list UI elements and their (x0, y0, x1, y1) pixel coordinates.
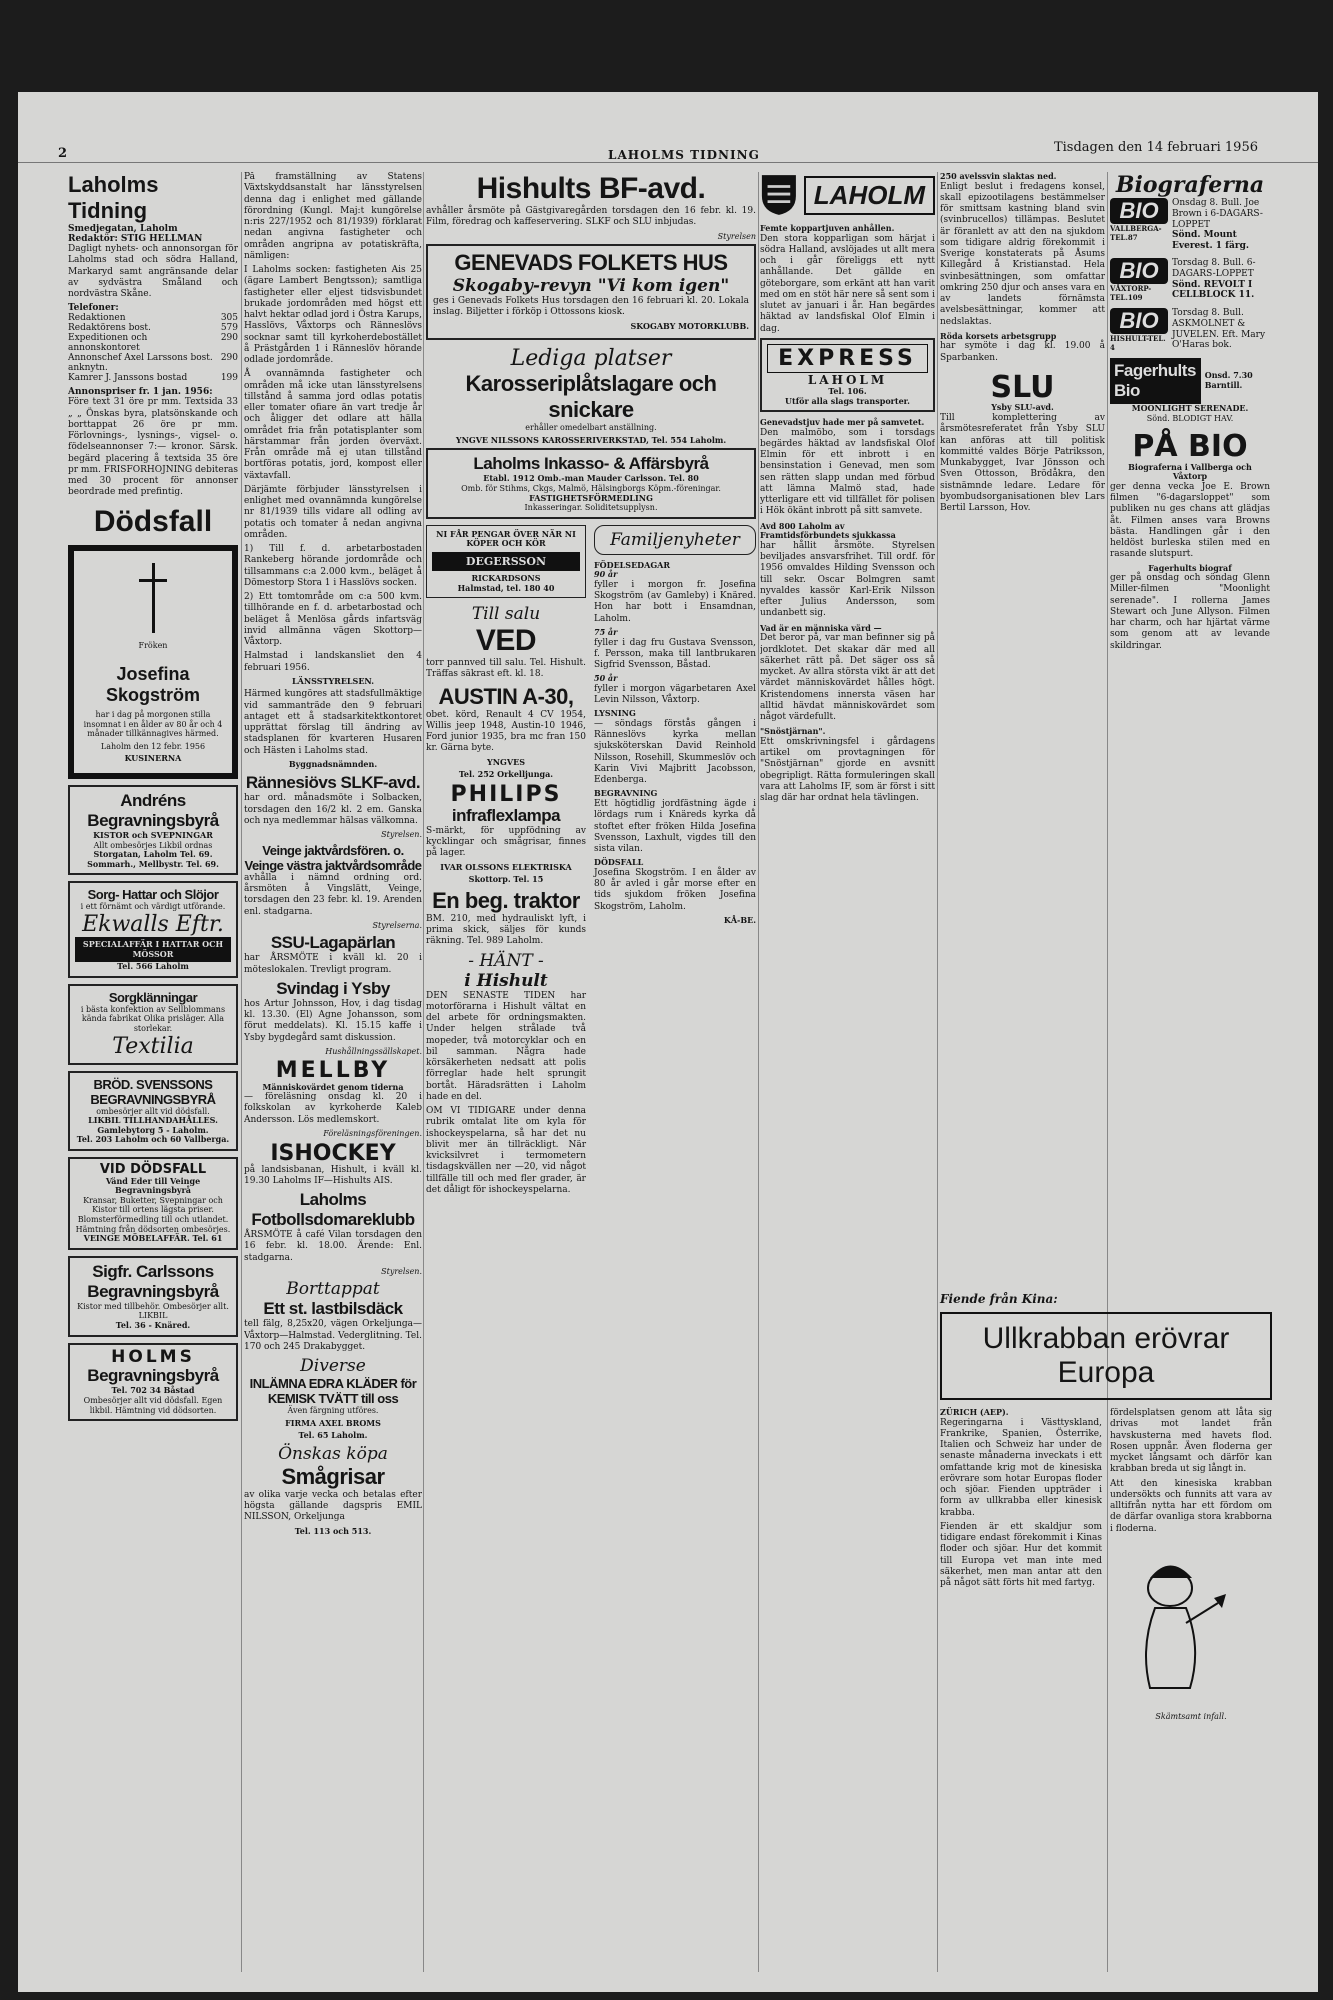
article-paragraph: ger på onsdag och söndag Glenn Miller-filmen "Moonlight serenade". I rollerna James Stewart och June Allyson. Filmen har charm, och har hjärtat värme som genom att av levande skildringar. (1110, 573, 1270, 651)
ad-sub: Begravningsbyrå (87, 1366, 219, 1386)
notice-title: Hishults BF-avd. (476, 172, 706, 205)
prices-title: Annonspriser fr. 1 jan. 1956: (68, 387, 213, 398)
page-number: 2 (58, 146, 68, 161)
notice-smagrisar (244, 1444, 422, 1536)
ad-text: Etabl. 1912 Omb.-man Mauder Carlsson. Tel. 80 (483, 473, 699, 484)
notice-title: Ett st. lastbilsdäck (263, 1299, 403, 1319)
slu-heading: SLU (990, 369, 1055, 405)
phone-label: Redaktörens bost. (68, 323, 151, 334)
ad-genevads (426, 244, 756, 340)
laholm-logo: LAHOLM (804, 176, 935, 215)
phone-row (68, 323, 238, 333)
ad-title: Sigfr. Carlssons Begravningsbyrå (87, 1261, 219, 1301)
notice-fotboll (244, 1190, 422, 1276)
pa-bio-heading: PÅ BIO (1132, 429, 1248, 465)
obit-name: Josefina Skogström (105, 664, 201, 706)
fagerhults-logo: Fagerhults Bio (1110, 358, 1201, 404)
notice-sign: FIRMA AXEL BROMS (285, 1417, 381, 1428)
notice-tel: Tel. 113 och 513. (294, 1525, 372, 1536)
cartoon-illustration (1110, 1548, 1230, 1708)
bio-logo-wrap (1110, 198, 1168, 242)
notice-text: hos Artur Johnsson, Hov, i dag tisdag kl. 13.30. (El) Agne Johansson, som förut meddelats). Kl. 15.15 kaffe i Ysby bygdegård samt diskussion. (244, 998, 422, 1043)
ad-title: GENEVADS FOLKETS HUS (454, 250, 728, 276)
notice-sign: Byggnadsnämnden. (288, 758, 378, 769)
article-paragraph: Enligt beslut i fredagens konsel, skall epizootilagens bestämmelser för smittsam kastning bland svin (svinbrucellos) tillämpas. Beslutet är föranlett av att den na sjukdom som tidigare aldrig förekommit i Sverige konstaterats på Åsums Killegård å Kristianstad. Hela svinbesättningen, som omfattar omkring 250 djur och anses vara en av landets förnämsta avelsbesättningar, kommer att nedslaktas. (940, 181, 1105, 327)
notice-title: SSU-Lagapärlan (270, 933, 396, 953)
age-label: 75 år (594, 626, 618, 637)
ad-text: i ett förnämt och värdigt utförande. (80, 902, 226, 912)
ad-sub: Skogaby-revyn "Vi kom igen" (452, 276, 730, 297)
notice-diverse (244, 1356, 422, 1441)
notice-borttappat (244, 1279, 422, 1353)
ad-text: erhåller omedelbart anställning. (525, 423, 657, 433)
bio-info-wrap (1172, 198, 1270, 252)
notice-ssu (244, 933, 422, 976)
prices-text: Före text 31 öre pr mm. Textsida 33 „ „ Önskas byra, platsönskande och borttappat 26 öre pr mm. Förlovnings-, lysnings-, vigsel- o. födelseannonser 7:— kronor. Särsk. begärd placering å textsida 35 öre pr mm. FRISFORHOJNING debiteras med 30 procent för annonser beordrade med prefintig. (68, 397, 238, 498)
coat-of-arms-icon (760, 172, 798, 218)
notice-mellby (244, 1059, 422, 1138)
notice-paragraph: 2) Ett tomtområde om c:a 500 kvm. tillhörande en f. d. arbetarbostad och beläget å Menlösa gårds infartsväg invid allmänna vägen Skottorp—Våxtorp. (244, 592, 422, 647)
ad-address: Gamlebytorg 5 - Laholm. (97, 1124, 209, 1135)
ad-text: Utför alla slags transporter. (785, 395, 910, 406)
subheading: BEGRAVNING (594, 788, 658, 799)
bio-phone: VÅXTORP-TEL.109 (1110, 283, 1152, 302)
laholm-header (760, 172, 935, 218)
ad-ekwalls-tel: Tel. 566 Laholm (117, 961, 189, 972)
ad-pengar (426, 525, 586, 598)
article-paragraph: — söndags förstås gången i Ränneslövs kyrka mellan sjuksköterskan David Reinhold Nilsson, Rosehill, Skummeslöv och Karin Vivi Majbritt Jacobsson, Edenberga. (594, 718, 756, 786)
phone-list (68, 313, 238, 383)
age-label: 50 år (594, 673, 618, 684)
col3-left (426, 525, 586, 1199)
ad-text-3: FASTIGHETSFÖRMEDLING (529, 492, 653, 503)
biograferna-heading: Biograferna (1115, 172, 1265, 198)
col3-split (426, 525, 756, 1199)
phone-label: Kamrer J. Janssons bostad (68, 373, 188, 384)
ad-traktor (426, 888, 586, 948)
familjenyheter-heading (594, 525, 756, 555)
notice-hishults (426, 172, 756, 241)
notice-sign: Hushållningssällskapet. (325, 1046, 422, 1056)
article-paragraph: har hållit årsmöte. Styrelsen beviljades ansvarsfrihet. Till ordf. för 1956 omvaldes Hilding Svensson och till sekr. Oscar Bolmgren samt nyvaldes kassör Karl-Erik Nilsson efter Julius Andersson, som undanbett sig. (760, 540, 935, 619)
column-2 (244, 172, 422, 1972)
obit-sign: KUSINERNA (124, 753, 182, 764)
ad-title: NI FÅR PENGAR ÖVER NÄR NI KÖPER OCH KÖR (436, 528, 576, 549)
ad-sorgklanningar (68, 984, 238, 1065)
notice-rannes (244, 773, 422, 839)
phone-value: 290 (220, 353, 238, 364)
article-paragraph: fyller i morgon vägarbetaren Axel Levin Nilsson, Våxtorp. (594, 683, 756, 706)
article-paragraph: Fienden är ett skaldjur som tidigare endast förekommit i Kinas floder och sjöar. Hur det kommit till Europa vet man inte med säkerhet, men man antar att den på något sätt förts hit med fartyg. (940, 1521, 1102, 1589)
ad-austin (426, 684, 586, 780)
age-label: 90 år (594, 569, 618, 580)
ad-address: Storgatan, Laholm Tel. 69. (93, 849, 213, 860)
article-heading: Vad är en människa värd — (760, 622, 882, 633)
ad-tel: Tel. 106. (828, 385, 867, 396)
ad-title: Laholms Inkasso- & Affärsbyrå (473, 454, 709, 474)
imprint-editor: Redaktör: STIG HELLMAN (68, 234, 203, 244)
phone-row (68, 333, 238, 353)
section-heading: Lediga platser (510, 346, 672, 372)
column-rule (423, 172, 424, 1972)
article-paragraph: Ett omskrivningsfel i gårdagens artikel om provtagningen för "Snöstjärnan" gjorde en avsnitt obegripligt. Rätta formuleringen skall vara att Laholms IF, som är först i sitt slag där har ordnat hela tävlingen. (760, 736, 935, 804)
bio-phone: VALLBERGA-TEL.87 (1110, 224, 1162, 242)
bio-list (1110, 198, 1270, 352)
phone-row (68, 313, 238, 323)
ad-fagerhults (1110, 358, 1270, 404)
ad-sign: VEINGE MÖBELAFFÄR. Tel. 61 (83, 1233, 223, 1244)
article-heading: "Snöstjärnan". (760, 726, 826, 737)
column-5 (940, 172, 1105, 1282)
article-paragraph: fördelsplatsen genom att låta sig drivas mot landet från havskusterna med havets flod. Rosen uppnår. Även floderna ger mycket långsamt och därför kan krabban breda ut sig långt in. (1110, 1408, 1272, 1475)
notice-sign: Styrelsen (717, 231, 756, 241)
ad-sign: YNGVE NILSSONS KAROSSERIVERKSTAD, Tel. 554 Laholm. (455, 434, 727, 445)
notice-title: Veinge jaktvårdsfören. o. Veinge västra jaktvårdsområde (244, 842, 422, 873)
notice-title: Smågrisar (281, 1463, 385, 1489)
ad-title: Sorg- Hattar och Slöjor (87, 887, 219, 903)
ad-tel: Skottorp. Tel. 15 (468, 874, 544, 885)
bio-info-wrap (1172, 308, 1270, 351)
notice-paragraph: Halmstad i landskansliet den 4 februari 1956. (244, 651, 422, 673)
ad-title: BRÖD. SVENSSONS BEGRAVNINGSBYRÅ (90, 1076, 216, 1107)
article-heading: Femte koppartjuven anhållen. (760, 223, 895, 233)
bio-info: Onsdag 8. Bull. Joe Brown i 6-DAGARS-LOPPET (1172, 198, 1263, 230)
ad-ekwalls-sub: SPECIALAFFÄR I HATTAR OCH MÖSSOR (75, 937, 231, 962)
imprint-address: Smedjegatan, Laholm (68, 224, 178, 234)
article-paragraph: ger denna vecka Joe E. Brown filmen "6-dagarsloppet" som publiken nu ges chans att glädjas åt. Filmen anses vara Browns bästa. Handlingen går i den heldöst burleska stilen med en rasande slutspurt. (1110, 481, 1270, 560)
obituary (68, 545, 238, 780)
phone-label: Annonschef Axel Larssons bost. anknytn. (68, 353, 213, 374)
article-paragraph: fyller i dag fru Gustava Svensson, f. Persson, maka till lantbrukaren Sigfrid Svensson, Båstad. (594, 637, 756, 671)
ad-text: ges i Genevads Folkets Hus torsdagen den 16 februari kl. 20. Lokala inslag. Biljetter i förköp i Ottossons kiosk. (433, 296, 749, 318)
article-paragraph: OM VI TIDIGARE under denna rubrik omtalat lite om kyla för ishockeyspelarna, så har det nu blivit mer än tillräckligt. När kvicksilvret i termometern tisdagskvällen ner —20, vid något tillfälle till och med fler grader, är det dåligt för ishockeyspelarna. (426, 1106, 586, 1195)
kina-kicker: Fiende från Kina: (940, 1292, 1058, 1306)
ad-title: HOLMS (111, 1346, 195, 1367)
ad-sorghattar (68, 881, 238, 977)
phone-value: 290 (220, 333, 238, 344)
kina-col-left (940, 1408, 1102, 1721)
column-3 (426, 172, 756, 1972)
subheading: LYSNING (594, 708, 636, 719)
article-paragraph: Josefina Skogström. I en ålder av 80 år avled i går morse efter en tids sjukdom fröken Josefina Skogström, Laholm. (594, 867, 756, 912)
notice-text: har ÅRSMÖTE i kväll kl. 20 i möteslokalen. Trevligt program. (244, 953, 422, 975)
ad-tel: Halmstad, tel. 180 40 (457, 582, 555, 593)
notice-veinge (244, 843, 422, 931)
notice-sub: Människovärdet genom tiderna (262, 1081, 404, 1092)
ad-philips (426, 783, 586, 885)
article-paragraph: Regeringarna i Västtyskland, Frankrike, Spanien, Österrike, Italien och Schweiz har under de senaste månaderna inveckats i ett omfattande krig mot de kinesiska erövrare som hotar Europas floder och sjöar. Fienden uppträder i form av ullkrabba eller kinesisk krabba. (940, 1417, 1102, 1518)
section-heading: - HÄNT - (468, 950, 544, 971)
notice-sign: LÄNSSTYRELSEN. (291, 675, 375, 686)
ad-text: Ombesörjer allt vid dödsfall. Egen likbil. Hämtning vid dödsorten. (83, 1395, 223, 1415)
ad-title: VED (475, 624, 537, 658)
ad-text: S-märkt, för uppfödning av kycklingar och smågrisar, finnes på lager. (426, 825, 586, 859)
article-sign: KÅ-BE. (723, 914, 756, 925)
ad-text: i bästa konfektion av Sellblommans kända fabrikat Olika prisläger. Alla storlekar. (80, 1004, 226, 1033)
article-heading: Genevadstjuv hade mer på samvetet. (760, 417, 925, 428)
ad-sign: IVAR OLSSONS ELEKTRISKA (440, 861, 572, 872)
notice-sign: Styrelsen. (381, 830, 422, 840)
ad-text: Allt ombesörjes Likbil ordnas (93, 840, 213, 850)
newspaper-page (18, 92, 1318, 1992)
till-salu (426, 604, 586, 681)
ad-address-2: Sommarh., Mellbystr. Tel. 69. (87, 858, 219, 869)
ad-vid-dodsfall (68, 1157, 238, 1250)
notice-text: av olika varje vecka och betalas efter högsta gällande dagspris EMIL NILSSON, Orkeljunga (244, 1489, 422, 1523)
bio-phone: HISHULT-TEL. 4 (1110, 333, 1166, 352)
ad-inkasso (426, 448, 756, 518)
notice-sign: Styrelserna. (372, 920, 422, 930)
ad-text: ombesörjer allt vid dödsfall. (96, 1106, 210, 1116)
ad-sign: SKOGABY MOTORKLUBB. (630, 320, 749, 331)
issue-date: Tisdagen den 14 februari 1956 (1053, 140, 1258, 155)
column-rule (758, 172, 759, 1972)
ad-ekwalls-logo: Ekwalls Eftr. (82, 912, 224, 938)
bio-info: Torsdag 8. Bull. ASKMOLNET & JUVELEN. Eft. Mary O'Haras bok. (1172, 307, 1266, 351)
bio-logo-wrap (1110, 258, 1168, 302)
phone-label: Expeditionen och annonskontoret (68, 333, 148, 354)
ad-tel: Tel. 702 34 Båstad (111, 1385, 195, 1396)
notice-text: tell fälg, 8,25x20, vägen Orkeljunga—Våxtorp—Halmstad. Vederglitning. Tel. 170 och 245 Drakabygget. (244, 1319, 422, 1352)
article-heading: Avd 800 Laholm av Framtidsförbundets sjukkassa (760, 520, 896, 541)
bio-logo: BIO (1110, 258, 1168, 284)
paper-imprint (68, 172, 238, 499)
notice-text: Även färgning utföres. (287, 1406, 379, 1416)
notice-text: på landsisbanan, Hishult, i kväll kl. 19.30 Laholms IF—Hishults AIS. (244, 1164, 422, 1186)
ad-brod-svenssons (68, 1071, 238, 1151)
bio-sunday: Sönd. Mount Everest. 1 färg. (1172, 230, 1250, 252)
bio-logo: BIO (1110, 198, 1168, 224)
kina-article (940, 1292, 1272, 1721)
fagerhults-info: Onsd. 7.30 Barntill. (1204, 370, 1253, 390)
notice-text: har ord. månadsmöte i Solbacken, torsdagen den 16/2 kl. 2 em. Ganska och nya medlemmar hälsas välkomna. (244, 793, 422, 826)
notice-paragraph: Därjämte förbjuder länsstyrelsen i enlighet med ovannämnda kungörelse nr 81/1939 tills vidare all odling av potatis och tomater å nedan angivna områden. (244, 484, 422, 540)
ad-title: Andréns Begravningsbyrå (87, 791, 219, 831)
column-rule (241, 172, 242, 1972)
pa-bio-sub: Biograferna i Vallberga och Våxtorp (1128, 461, 1252, 482)
cartoon-caption: Skämtsamt infall. (1155, 1711, 1227, 1721)
ad-text: obet. körd, Renault 4 CV 1954, Willis jeep 1948, Austin-10 1946, Ford junior 1935, bra mc fran 150 kr. Gärna byte. (426, 709, 586, 754)
phone-value: 199 (220, 373, 238, 384)
kina-dateline: ZÜRICH (AEP). (940, 1407, 1009, 1417)
notice-paragraph: På framställning av Statens Växtskyddsanstalt har länsstyrelsen denna dag i enlighet med gällande förordning (Kungl. Maj:t kungörelse n:ris 227/1952 och 81/1939) förklarat nedan angivna fastigheter och områden angripna av potatiskräfta, nämligen: (244, 172, 422, 261)
article-heading: 250 avelssvin slaktas ned. (940, 172, 1057, 181)
notice-text: ÅRSMÖTE å café Vilan torsdagen den 16 febr. kl. 18.00. Ärende: Enl. stadgarna. (244, 1230, 422, 1263)
notice-paragraph: Å ovannämnda fastigheter och områden må icke utan länsstyrelsens tillstånd å samma jord odlas potatis eller tomater ofiare än vart tredje år och åligger det odlare att hälla området fria från potatisplanter som härstammar från jorden överväxt. Från område må ej utan tillstånd bortföras potatis, jord, kompost eller växtavfall. (244, 369, 422, 481)
ad-sign: RICKARDSONS (471, 572, 541, 583)
kina-columns (940, 1408, 1272, 1721)
ad-sub: KISTOR och SVEPNINGAR (93, 830, 213, 841)
notice-title: Rännesiövs SLKF-avd. (245, 773, 421, 793)
phone-row (68, 353, 238, 373)
kina-headline-box (940, 1312, 1272, 1400)
col3-right (594, 525, 756, 1199)
notice-tel: Tel. 65 Laholm. (298, 1430, 368, 1441)
article-heading: Fagerhults biograf (1148, 562, 1232, 573)
section-heading: Önskas köpa (278, 1443, 388, 1464)
bio-info-wrap (1172, 258, 1270, 301)
notice-title: Svindag i Ysby (276, 978, 390, 998)
ad-brand: DEGERSSON (432, 552, 580, 571)
article-paragraph: Ett högtidlig jordfästning ägde i lördags rum i Knäreds kyrka då stoftet efter fröken Hilda Josefina Svensson, Laxhult, vigdes till den sista vilan. (594, 799, 756, 855)
notice-title: ISHOCKEY (270, 1140, 396, 1166)
ad-title: En beg. traktor (432, 887, 580, 913)
paper-name: LAHOLMS TIDNING (608, 148, 760, 162)
notice-paragraph: I Laholms socken: fastigheten Ais 25 (ägare Lambert Bengtsson); samtliga fastigheter eller eljest tidsvisbundet brukade jordområden med högst ett halvt hektar odlad jord i Östra Karups, Hasslövs, Våxtorps och Ränneslövs socknar samt till kyrkoherdebostället å Prästgården 1 i Ränneslöv hörande odlade jordområde. (244, 265, 422, 365)
obit-title: Fröken (138, 640, 168, 650)
bio-row (1110, 258, 1270, 302)
ad-textilia-logo: Textilia (112, 1033, 194, 1059)
subheading: DÖDSFALL (594, 857, 644, 868)
imprint-intro: Dagligt nyhets- och annonsorgan för Laholms stad och södra Halland, Markaryd samt angränsande delar av sydvästra Småland och nordvästra Skåne. (68, 244, 238, 299)
ad-city: LAHOLM (807, 372, 888, 387)
obit-date: Laholm den 12 febr. 1956 (100, 741, 206, 751)
notice-title: INLÄMNA EDRA KLÄDER för KEMISK TVÄTT till oss (249, 1376, 417, 1407)
dodsfall-heading: Dödsfall (93, 504, 213, 538)
ad-tel: Tel. 36 - Knäred. (115, 1319, 191, 1330)
column-4 (760, 172, 935, 1972)
obit-text: har i dag på morgonen stilla insomnat i en ålder av 80 år och 4 månader tillkännagives härmed. (83, 710, 223, 739)
ad-likbil: LIKBIL TILLHANDAHÅLLES. (88, 1115, 218, 1126)
subheading: FÖDELSEDAGAR (594, 559, 671, 570)
article-paragraph: Det beror på, var man befinner sig på jordklotet. Det skakar där med all säkerhet rätt på. Det säger oss så mycket. Av allra största vikt är att det värdet människovärdet hålles högt. Kristendomens innersta väsen har alltid hävdat människovärdet som något värdefullt. (760, 633, 935, 722)
notice-title: MELLBY (275, 1058, 391, 1084)
ad-title: AUSTIN A-30, (438, 683, 574, 709)
phone-value: 579 (220, 323, 238, 334)
hant-i-hishult (426, 951, 586, 991)
phones-label: Telefoner: (68, 303, 119, 314)
kina-col-right (1110, 1408, 1272, 1721)
section-heading: Till salu (471, 604, 541, 625)
page-header (18, 92, 1318, 163)
bio-logo: BIO (1110, 308, 1168, 334)
ad-sign: YNGVES (487, 756, 525, 767)
ad-sub: infraflexlampa (451, 805, 561, 825)
article-paragraph: DEN SENASTE TIDEN har motorförarna i Hishult vältat en del arbete för ordningsmakten. Under helgen strålade två mopeder, två motorcyklar och en bil samman. Några hade körsäkerheten nedsatt att polis förreglar hade helt sprungit bortåt. Häradsrätten i Laholm hade en del. (426, 990, 586, 1102)
phone-row (68, 373, 238, 383)
section-heading: Diverse (300, 1356, 366, 1377)
ad-sigfr-carlssons (68, 1256, 238, 1337)
ad-text: Kransar, Buketter, Svepningar och Kistor till ortens lägsta priser. Blomsterförmedling till och utlandet. Hämtning från dödsorten ombesörjes. (75, 1195, 231, 1234)
column-1 (68, 172, 238, 1972)
ad-title: PHILIPS (450, 781, 562, 807)
section-heading: Borttappat (286, 1279, 380, 1300)
notice-sign: Föreläsningsföreningen. (323, 1128, 422, 1138)
ad-andrens (68, 785, 238, 875)
notice-svindag (244, 979, 422, 1057)
notice-sign: Styrelsen. (381, 1266, 422, 1276)
ad-express (760, 338, 935, 412)
notice-paragraph: Härmed kungöres att stadsfullmäktige vid sammanträde den 9 februari antaget ett å stadsarkitektkontoret upprättat förslag till ändring av stadsplanen för kvarteren Husaren och Hästen i Laholms stad. (244, 689, 422, 756)
ad-sub: Vänd Eder till Veinge Begravningsbyrå (105, 1175, 201, 1196)
cross-icon (152, 563, 155, 633)
ad-holms (68, 1343, 238, 1422)
notice-text: — föreläsning onsdag kl. 20 i folkskolan av kyrkoherde Kaleb Andersson. Lös medlemskort. (244, 1092, 422, 1125)
phone-label: Redaktionen (68, 313, 126, 324)
ad-text: torr pannved till salu. Tel. Hishult. Träffas säkrast eft. kl. 18. (426, 658, 586, 680)
notice-paragraph: 1) Till f. d. arbetarbostaden Rankeberg hörande jordområde och tillsammans c:a 2.000 kvm., beläget å Dömestorp Stora 1 i Hasslövs socken. (244, 544, 422, 588)
phone-value: 305 (220, 313, 238, 324)
bio-row (1110, 198, 1270, 252)
notice-text: avhålla i nämnd ordning ord. årsmöten å Vingslätt, Veinge, torsdagen den 23 febr. kl. 19. Arenden enl. stadgarna. (244, 872, 422, 917)
notice-ishockey (244, 1142, 422, 1188)
article-paragraph: Den stora kopparligan som härjat i södra Halland, avslöjades ut allt mera och i går föreliggs ett nytt anhållande. Det gällde en göteborgare, som erkänt att han varit med om en stöt här nere så sent som i slutet av januari i år. Han begärdes häktad av landsfiskal Olof Elmin i dag. (760, 233, 935, 334)
ad-text: Kistor med tillbehör. Ombesörjer allt. LIKBIL (77, 1301, 229, 1321)
notice-text: avhåller årsmöte på Gästgivaregården torsdagen den 16 febr. kl. 19. Film, föredrag och kaffeservering. SLKF och SLU inbjudas. (426, 206, 756, 228)
article-heading: Röda korsets arbetsgrupp (940, 330, 1057, 341)
ad-title: EXPRESS (767, 344, 928, 373)
bio-info: Torsdag 8. Bull. 6-DAGARS-LOPPET (1172, 257, 1256, 279)
article-paragraph: Till komplettering av årsmötesreferatet från Ysby SLU kan anföras att till politisk kommitté valdes Börje Patriksson, Munkabygget, Ivar Jönsson och Sven Ottosson, Brödåkra, den sistnämnde ledare. Ledare för byombudsorganisationen blev Lars Bertil Larsson, Hov. (940, 413, 1105, 514)
moonlight-sond: Sönd. BLODIGT HAV. (1146, 413, 1234, 423)
ad-tel: Tel. 203 Laholm och 60 Vallberga. (76, 1134, 230, 1145)
column-rule (937, 172, 938, 1972)
section-sub: i Hishult (464, 970, 548, 991)
ad-tel: Tel. 252 Orkelljunga. (458, 769, 554, 780)
bio-sunday: Sönd. REVOLT I CELLBLOCK 11. (1172, 279, 1255, 301)
moonlight: MOONLIGHT SERENADE. (1131, 402, 1249, 413)
ad-title: Sorgklänningar (108, 989, 198, 1005)
ad-title: Karosseriplåtslagare och snickare (465, 371, 717, 423)
article-paragraph: fyller i morgon fr. Josefina Skogström (av Gamleby) i Knäred. Hon har bott i Ensamdnan, Laholm. (594, 579, 756, 624)
article-paragraph: Att den kinesiska krabban undersökts och funnits att vara av alltifrån nytta har ett fördom om de därfar ovanliga stora krabborna i floderna. (1110, 1478, 1272, 1534)
article-paragraph: Den malmöbo, som i torsdags begärdes häktad av landsfiskal Olof Elmin för ett inbrott i en bensinstation i Genevad, men som sen rätten slapp undan med förbud att lämna Malmö stad, hade ytterligare ett vid tillfället för polisen i Hök ökänt inbrott på sitt samvete. (760, 427, 935, 517)
column-6 (1110, 172, 1270, 1282)
ad-text: BM. 210, med hydrauliskt lyft, i prima skick, säljes för kunds räkning. Tel. 989 Laholm. (426, 913, 586, 947)
lediga-platser (426, 346, 756, 445)
ad-title: VID DÖDSFALL (99, 1161, 207, 1177)
ad-text-2: Omb. för Stihms, Ckgs, Malmö, Hälsingborgs Köpm.-föreningar. (461, 483, 721, 493)
kina-headline: Ullkrabban erövrar Europa (982, 1322, 1230, 1389)
notice-title: Laholms Fotbollsdomareklubb (251, 1190, 415, 1230)
section-heading: Familjenyheter (610, 529, 740, 550)
ad-text-4: Inkasseringar. Soliditetsupplysn. (524, 503, 658, 513)
bio-logo-wrap (1110, 308, 1168, 352)
slu-sub: Ysby SLU-avd. (991, 402, 1054, 413)
imprint-title: Laholms Tidning (68, 172, 159, 223)
article-paragraph: har symöte i dag kl. 19.00 å Sparbanken. (940, 341, 1105, 363)
bio-row (1110, 308, 1270, 352)
